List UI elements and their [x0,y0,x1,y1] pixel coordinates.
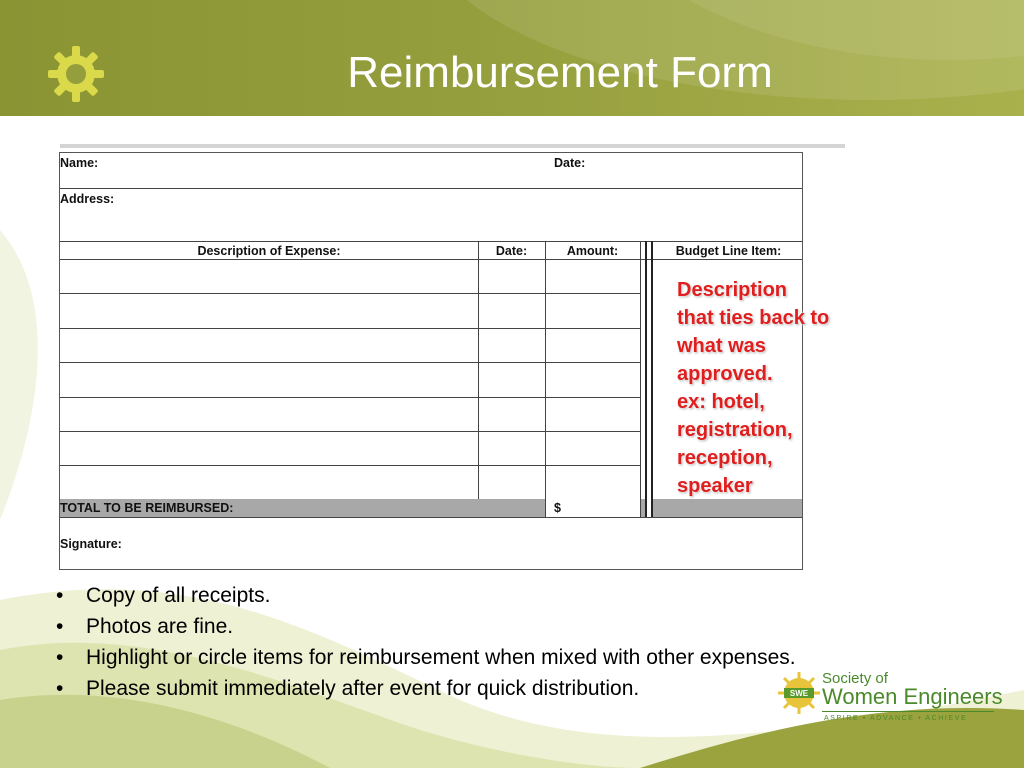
swe-emblem-icon [776,670,822,716]
table-row [60,431,640,432]
column-header-budget-line: Budget Line Item: [675,244,782,258]
logo-tagline: ASPIRE • ADVANCE • ACHIEVE [824,715,968,722]
slide-title: Reimbursement Form [347,48,773,97]
instruction-list [50,580,796,704]
list-item: • Photos are fine. [56,615,234,638]
gear-icon [48,46,104,102]
budget-line-callout [677,276,847,500]
total-label: TOTAL TO BE REIMBURSED: [60,501,234,515]
total-currency: $ [554,501,561,515]
name-label: Name: [60,156,99,170]
table-row [60,328,640,329]
svg-text:SWE: SWE [789,689,809,698]
table-row [60,362,640,363]
callout-line: speaker [677,475,753,497]
logo-line-2: Women Engineers [822,684,1003,709]
form-top-rule [60,144,845,148]
column-header-description: Description of Expense: [197,244,341,258]
list-item: • Highlight or circle items for reimbursement when mixed with other expenses. [56,646,796,669]
callout-line: registration, [677,419,793,441]
header-band [0,0,1024,116]
callout-line: what was [677,335,766,357]
list-item: • Copy of all receipts. [56,584,271,607]
callout-line: Description [677,279,788,301]
signature-label: Signature: [60,537,122,551]
column-header-date: Date: [495,244,528,258]
callout-line: that ties back to [677,307,830,329]
callout-line: approved. [677,363,773,385]
callout-line: reception, [677,447,773,469]
column-header-amount: Amount: [566,244,619,258]
table-row [60,465,640,466]
address-label: Address: [60,192,115,206]
list-item: • Please submit immediately after event for quick distribution. [56,677,640,700]
callout-line: ex: hotel, [677,391,765,413]
date-label: Date: [554,156,586,170]
table-row [60,293,640,294]
swe-logo [776,668,1006,726]
logo-line-1: Society of [822,670,888,687]
table-row [60,397,640,398]
